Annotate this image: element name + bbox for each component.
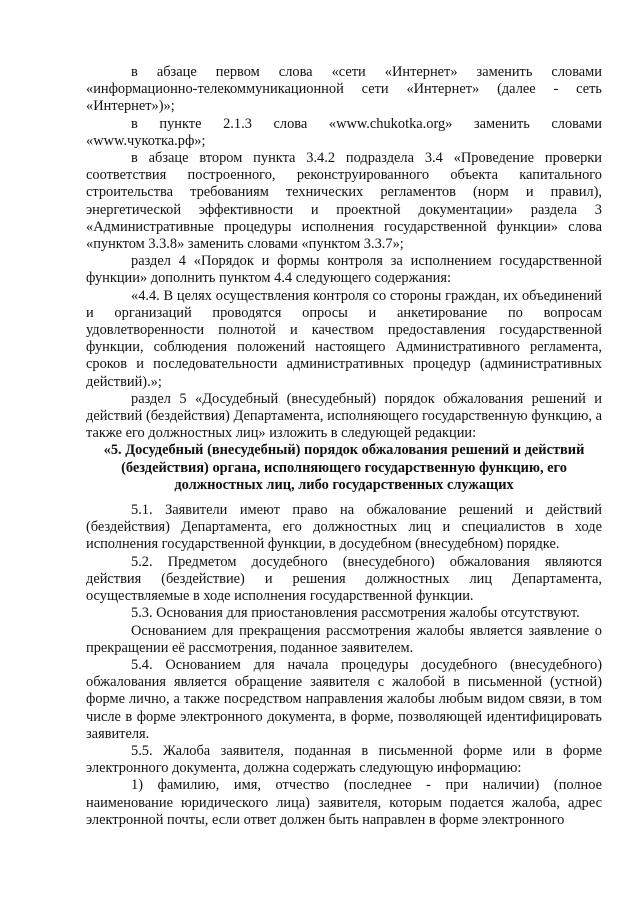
paragraph-5-2: 5.2. Предметом досудебного (внесудебного) обжалования являются действия (бездействие) и решения должностных лиц Департамента, осуществляемые в ходе исполнения государственной функции. (86, 553, 602, 605)
paragraph-5-5: 5.5. Жалоба заявителя, поданная в письменной форме или в форме электронного документа, должна содержать следующую информацию: (86, 742, 602, 777)
paragraph-site-address: в пункте 2.1.3 слова «www.chukotka.org» заменить словами «www.чукотка.рф»; (86, 115, 602, 149)
paragraph-5-3: 5.3. Основания для приостановления рассмотрения жалобы отсутствуют. (131, 605, 580, 622)
paragraph-item-1: 1) фамилию, имя, отчество (последнее - при наличии) (полное наименование юридического лица) заявителя, которым подается жалоба, адрес электронной почты, если ответ должен быть направлен в форме электронного (86, 777, 602, 828)
paragraph-clause-4-4: «4.4. В целях осуществления контроля со стороны граждан, их объединений и организаций проводятся опросы и анкетирование по вопросам удовлетворенности полнотой и качеством предоставления государственной функции, соблюдения положений настоящего Административного регламента, сроков и последовательности административных процедур (административных действий).»; (86, 287, 602, 390)
paragraph-5-4: 5.4. Основанием для начала процедуры досудебного (внесудебного) обжалования является обращение заявителя с жалобой в письменной (устной) форме лично, а также посредством направления жалобы любым видом связи, в том числе в форме электронного документа, в форме, позволяющей идентифицировать заявителя. (86, 656, 602, 742)
paragraph-section-4-addition: раздел 4 «Порядок и формы контроля за исполнением государственной функции» дополнить пунктом 4.4 следующего содержания: (86, 253, 602, 287)
paragraph-termination-grounds: Основанием для прекращения рассмотрения жалобы является заявление о прекращении её рассмотрения, поданное заявителем. (86, 622, 602, 656)
document-page (86, 64, 602, 829)
section-5-heading: «5. Досудебный (внесудебный) порядок обжалования решений и действий (бездействия) органа, исполняющего государственную функцию, его должностных лиц, либо государственных служащих (103, 442, 585, 493)
paragraph-5-1: 5.1. Заявители имеют право на обжалование решений и действий (бездействия) Департамента, его должностных лиц и специалистов в ходе исполнения государственной функции, в досудебном (внесудебном) порядке. (86, 502, 602, 553)
paragraph-internet-wording: в абзаце первом слова «сети «Интернет» заменить словами «информационно-телекоммуникационной сети «Интернет» (далее - сеть «Интернет»)»; (86, 64, 602, 115)
paragraph-clause-3-4-2: в абзаце втором пункта 3.4.2 подраздела 3.4 «Проведение проверки соответствия построенного, реконструированного объекта капитального строительства требованиям технических регламентов (норм и правил), энергетической эффективности и проектной документации» раздела 3 «Административные процедуры исполнения государственной функции» слова «пунктом 3.3.8» заменить словами «пунктом 3.3.7»; (86, 150, 602, 253)
paragraph-section-5-intro: раздел 5 «Досудебный (внесудебный) порядок обжалования решений и действий (бездействия) Департамента, исполняющего государственную функцию, а также его должностных лиц» изложить в следующей редакции: (86, 390, 602, 442)
